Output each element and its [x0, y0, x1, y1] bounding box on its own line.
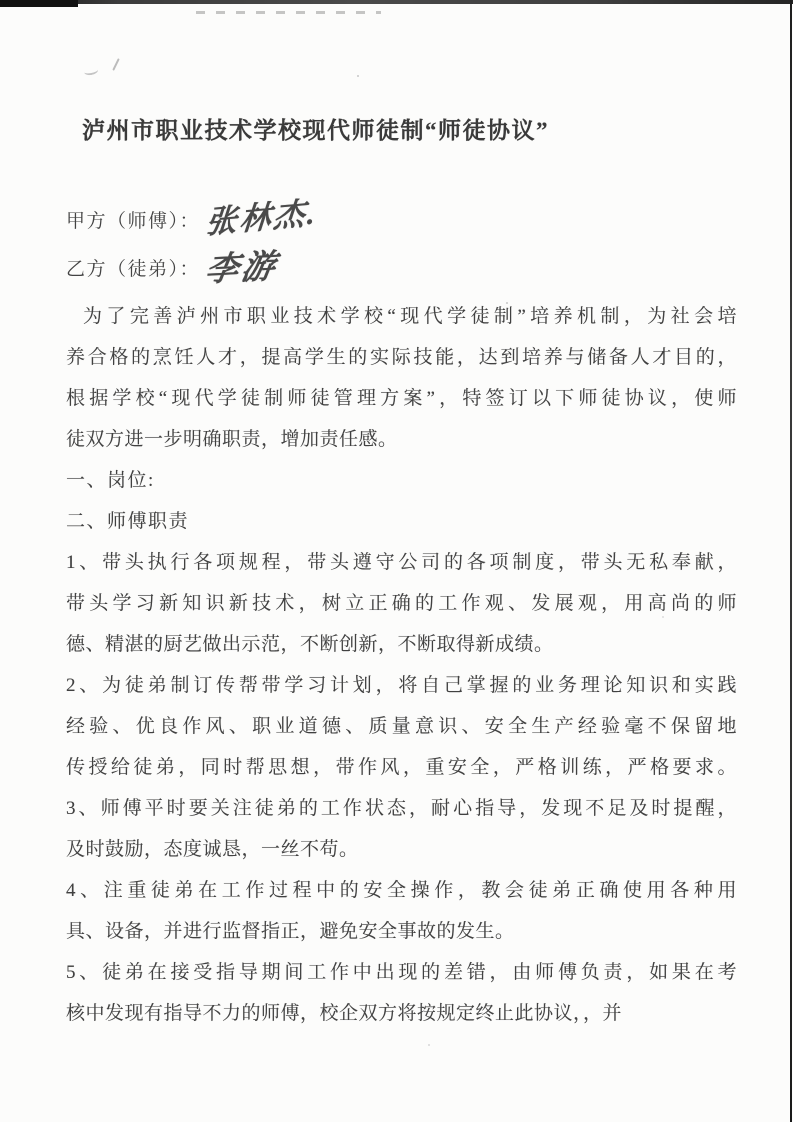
item-3-line-2: 及时鼓励，态度诚恳，一丝不苟。 [66, 839, 359, 860]
party-a-signature: 张林杰. [204, 194, 320, 240]
item-2-line-1: 2、为徒弟制订传帮带学习计划，将自己掌握的业务理论知识和实践 [66, 675, 737, 696]
section-heading-position: 一、岗位: [66, 470, 155, 491]
party-b-row [66, 243, 793, 291]
intro-line-2: 养合格的烹饪人才，提高学生的实际技能，达到培养与储备人才目的， [66, 347, 737, 368]
scan-edge-top-left [0, 0, 78, 7]
item-1-line-1: 1、带头执行各项规程，带头遵守公司的各项制度，带头无私奉献， [66, 552, 737, 573]
item-2-line-2: 经验、优良作风、职业道德、质量意识、安全生产经验毫不保留地 [66, 716, 737, 737]
intro-line-3: 根据学校“现代学徒制师徒管理方案”，特签订以下师徒协议，使师 [66, 388, 737, 409]
scan-smear [196, 11, 381, 14]
scan-edge-right [790, 0, 792, 1122]
item-4-line-1: 4、注重徒弟在工作过程中的安全操作，教会徒弟正确使用各种用 [66, 880, 737, 901]
item-4-line-2: 具、设备，并进行监督指正，避免安全事故的发生。 [66, 921, 515, 942]
section-heading-mentor-duties: 二、师傅职责 [66, 511, 190, 532]
ink-smudge [84, 57, 120, 75]
intro-line-1: 为了完善泸州市职业技术学校“现代学徒制”培养机制，为社会培 [83, 306, 737, 327]
scan-speck [357, 75, 359, 77]
item-1-line-3: 德、精湛的厨艺做出示范，不断创新，不断取得新成绩。 [66, 634, 554, 655]
item-2-line-3: 传授给徒弟，同时帮思想，带作风，重安全，严格训练，严格要求。 [66, 757, 737, 778]
scan-speck [662, 616, 664, 618]
scan-speck [506, 302, 508, 304]
document-title: 泸州市职业技术学校现代师徒制“师徒协议” [82, 118, 549, 143]
document-body [66, 296, 737, 1034]
item-3-line-1: 3、师傅平时要关注徒弟的工作状态，耐心指导，发现不足及时提醒， [66, 798, 737, 819]
scan-edge-top [0, 0, 793, 4]
party-a-label: 甲方（师傅）： [66, 210, 201, 232]
intro-line-4: 徒双方进一步明确职责，增加责任感。 [66, 429, 398, 450]
item-5-line-2: 核中发现有指导不力的师傅，校企双方将按规定终止此协议，，并 [66, 1003, 623, 1024]
item-1-line-2: 带头学习新知识新技术，树立正确的工作观、发展观，用高尚的师 [66, 593, 737, 614]
item-5-line-1: 5、徒弟在接受指导期间工作中出现的差错，由师傅负责，如果在考 [66, 962, 737, 983]
party-b-signature: 李游 [202, 248, 281, 289]
scan-speck [428, 1044, 430, 1046]
party-b-label: 乙方（徒弟）： [66, 258, 201, 280]
party-a-row [66, 195, 793, 243]
